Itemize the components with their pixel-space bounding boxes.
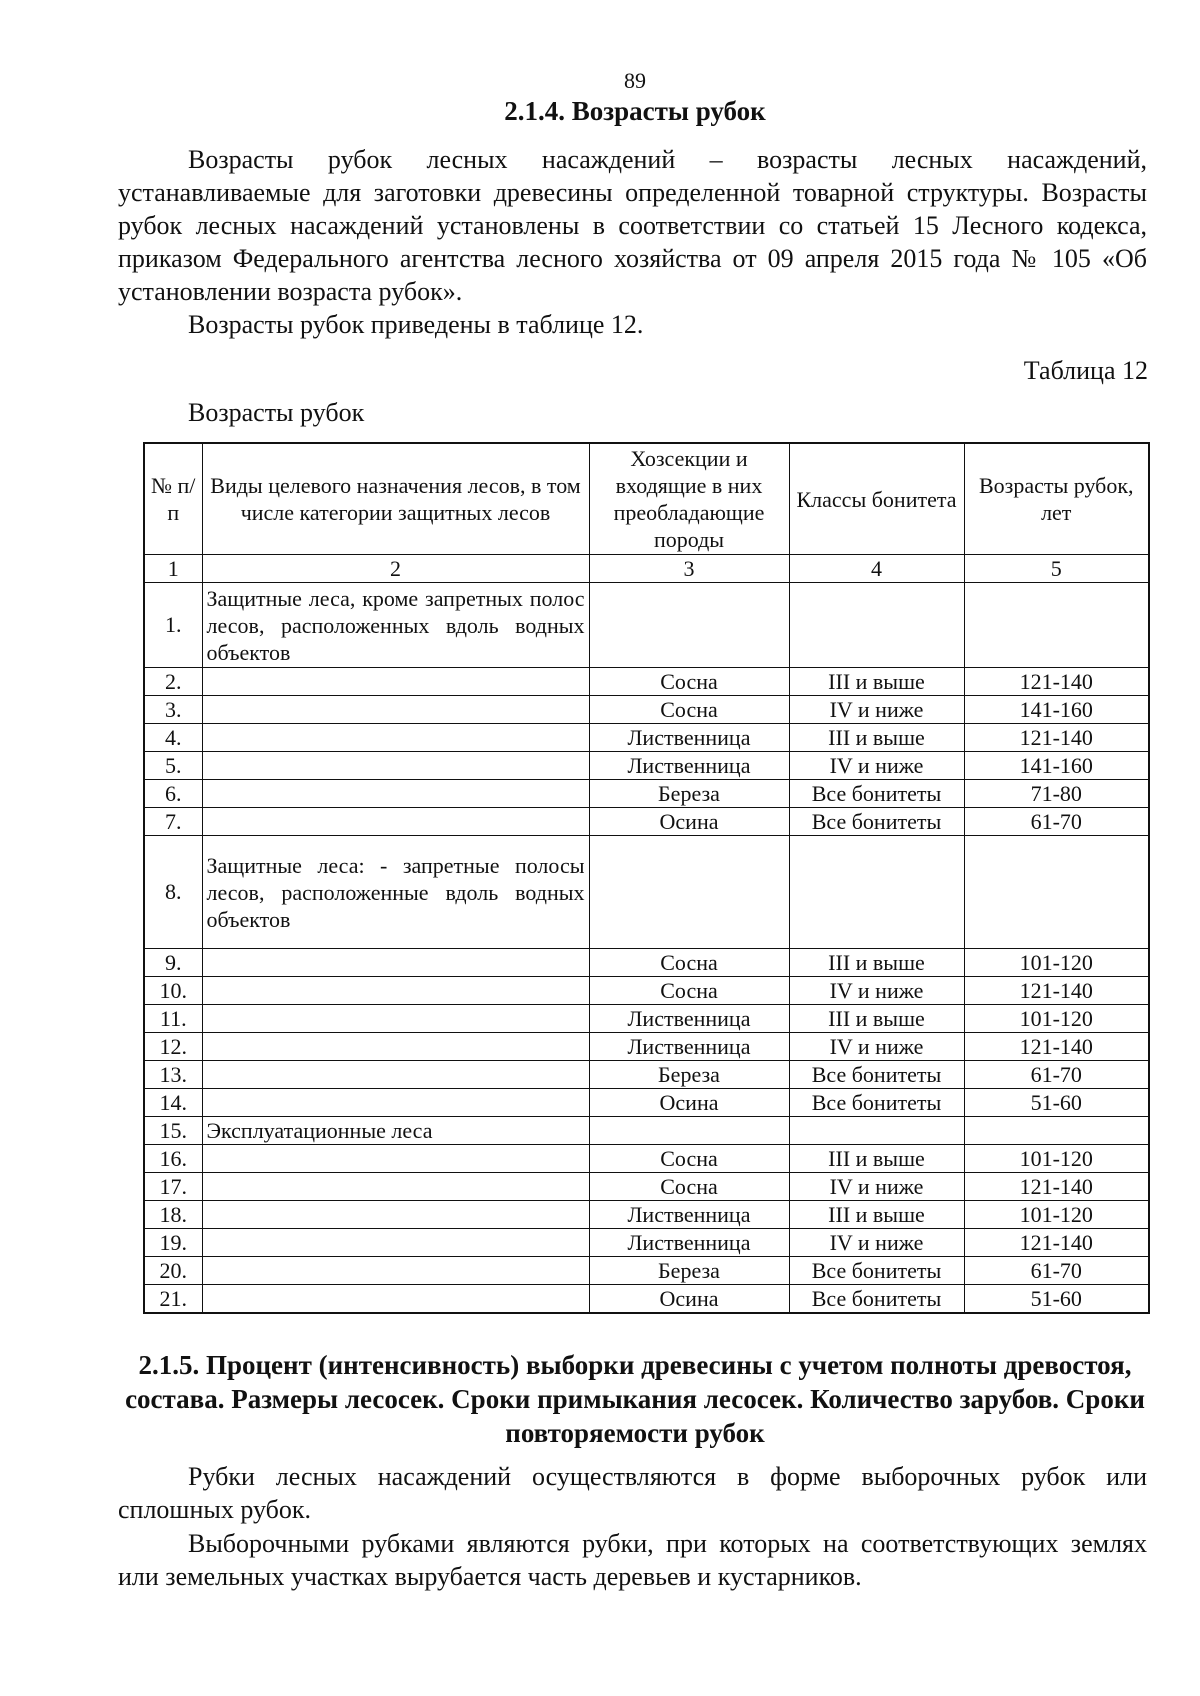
row-site-class: IV и ниже — [789, 1229, 964, 1257]
row-cutting-age: 121-140 — [964, 724, 1149, 752]
row-cutting-age: 101-120 — [964, 1201, 1149, 1229]
row-species: Сосна — [589, 977, 789, 1005]
table-row — [144, 752, 1149, 780]
row-site-class: III и выше — [789, 1201, 964, 1229]
intro-paragraph: Возрасты рубок лесных насаждений – возрасты лесных насаждений, устанавливаемые для заготовки древесины определенной товарной структуры. Возрасты рубок лесных насаждений установлены в соответствии со статьей 15 Лесного кодекса, приказом Федерального агентства лесного хозяйства от 09 апреля 2015 года № 105 «Об установлении возраста рубок». — [118, 145, 1147, 306]
page-number: 89 — [624, 68, 646, 93]
row-forest-purpose — [202, 696, 589, 724]
row-site-class: III и выше — [789, 668, 964, 696]
row-site-class: IV и ниже — [789, 752, 964, 780]
row-site-class: Все бонитеты — [789, 780, 964, 808]
row-forest-purpose — [202, 1285, 589, 1314]
row-cutting-age: 121-140 — [964, 1033, 1149, 1061]
row-species: Осина — [589, 1089, 789, 1117]
row-number: 6. — [144, 780, 202, 808]
row-cutting-age: 71-80 — [964, 780, 1149, 808]
column-number: 3 — [589, 555, 789, 583]
row-forest-purpose — [202, 977, 589, 1005]
row-species: Сосна — [589, 1145, 789, 1173]
row-species: Лиственница — [589, 1005, 789, 1033]
column-number: 4 — [789, 555, 964, 583]
table-row — [144, 1229, 1149, 1257]
row-cutting-age: 51-60 — [964, 1089, 1149, 1117]
table-row — [144, 668, 1149, 696]
row-forest-purpose — [202, 668, 589, 696]
row-species: Осина — [589, 808, 789, 836]
row-species — [589, 583, 789, 668]
row-number: 15. — [144, 1117, 202, 1145]
row-number: 5. — [144, 752, 202, 780]
row-site-class: Все бонитеты — [789, 1089, 964, 1117]
row-site-class: IV и ниже — [789, 977, 964, 1005]
row-site-class — [789, 583, 964, 668]
table-row — [144, 808, 1149, 836]
selective-cutting-paragraph: Выборочными рубками являются рубки, при которых на соответствующих землях или земельных участках вырубается часть деревьев и кустарников. — [118, 1529, 1147, 1591]
table-header-row — [144, 443, 1149, 555]
table-row — [144, 1201, 1149, 1229]
row-site-class: III и выше — [789, 1145, 964, 1173]
row-cutting-age: 141-160 — [964, 752, 1149, 780]
table-row — [144, 1005, 1149, 1033]
table-row — [144, 1285, 1149, 1314]
row-cutting-age — [964, 1117, 1149, 1145]
row-cutting-age: 51-60 — [964, 1285, 1149, 1314]
table-row — [144, 696, 1149, 724]
row-forest-purpose — [202, 949, 589, 977]
table-row — [144, 1257, 1149, 1285]
row-number: 11. — [144, 1005, 202, 1033]
row-species: Лиственница — [589, 724, 789, 752]
row-species: Сосна — [589, 949, 789, 977]
row-species: Лиственница — [589, 1033, 789, 1061]
row-cutting-age: 61-70 — [964, 808, 1149, 836]
row-site-class: IV и ниже — [789, 696, 964, 724]
row-forest-purpose — [202, 1089, 589, 1117]
row-site-class: Все бонитеты — [789, 1061, 964, 1089]
row-forest-purpose: Защитные леса: - запретные полосы лесов, расположенные вдоль водных объектов — [202, 836, 589, 949]
row-species: Сосна — [589, 696, 789, 724]
row-site-class: III и выше — [789, 949, 964, 977]
row-number: 8. — [144, 836, 202, 949]
row-number: 13. — [144, 1061, 202, 1089]
row-number: 4. — [144, 724, 202, 752]
row-forest-purpose — [202, 780, 589, 808]
table-row — [144, 949, 1149, 977]
table-row — [144, 836, 1149, 949]
row-species: Осина — [589, 1285, 789, 1314]
section-heading-2-1-5: 2.1.5. Процент (интенсивность) выборки древесины с учетом полноты древостоя, состава. Размеры лесосек. Сроки примыкания лесосек. Количество зарубов. Сроки повторяемости рубок — [125, 1350, 1145, 1448]
row-site-class: IV и ниже — [789, 1033, 964, 1061]
row-species: Лиственница — [589, 752, 789, 780]
column-number: 2 — [202, 555, 589, 583]
table-row — [144, 1033, 1149, 1061]
column-number-row — [144, 555, 1149, 583]
row-cutting-age: 101-120 — [964, 949, 1149, 977]
row-site-class: IV и ниже — [789, 1173, 964, 1201]
row-cutting-age — [964, 836, 1149, 949]
section-heading-2-1-4: 2.1.4. Возрасты рубок — [504, 96, 766, 126]
row-number: 2. — [144, 668, 202, 696]
row-forest-purpose — [202, 808, 589, 836]
row-species — [589, 1117, 789, 1145]
table-row — [144, 1061, 1149, 1089]
row-number: 18. — [144, 1201, 202, 1229]
row-cutting-age: 141-160 — [964, 696, 1149, 724]
row-cutting-age: 101-120 — [964, 1005, 1149, 1033]
column-number: 1 — [144, 555, 202, 583]
row-forest-purpose — [202, 1173, 589, 1201]
row-number: 9. — [144, 949, 202, 977]
row-site-class — [789, 1117, 964, 1145]
row-species: Береза — [589, 1257, 789, 1285]
cutting-age-table — [143, 442, 1150, 1314]
table-row — [144, 1145, 1149, 1173]
row-species: Сосна — [589, 668, 789, 696]
row-forest-purpose — [202, 1201, 589, 1229]
row-species: Сосна — [589, 1173, 789, 1201]
row-species: Береза — [589, 1061, 789, 1089]
row-species — [589, 836, 789, 949]
row-forest-purpose — [202, 1257, 589, 1285]
table-label: Таблица 12 — [1023, 356, 1148, 385]
table-row — [144, 977, 1149, 1005]
row-species: Береза — [589, 780, 789, 808]
table-row — [144, 1089, 1149, 1117]
row-number: 12. — [144, 1033, 202, 1061]
row-number: 20. — [144, 1257, 202, 1285]
row-cutting-age: 61-70 — [964, 1257, 1149, 1285]
table-reference-paragraph: Возрасты рубок приведены в таблице 12. — [188, 310, 644, 339]
row-number: 1. — [144, 583, 202, 668]
row-number: 19. — [144, 1229, 202, 1257]
row-site-class: III и выше — [789, 1005, 964, 1033]
row-number: 16. — [144, 1145, 202, 1173]
row-forest-purpose — [202, 1033, 589, 1061]
row-forest-purpose — [202, 1229, 589, 1257]
header-forest-purpose: Виды целевого назначения лесов, в том числе категории защитных лесов — [202, 443, 589, 555]
row-site-class: III и выше — [789, 724, 964, 752]
row-cutting-age: 121-140 — [964, 668, 1149, 696]
row-cutting-age: 61-70 — [964, 1061, 1149, 1089]
table-row — [144, 780, 1149, 808]
row-forest-purpose — [202, 1145, 589, 1173]
table-row — [144, 1117, 1149, 1145]
header-site-class: Классы бонитета — [789, 443, 964, 555]
row-number: 14. — [144, 1089, 202, 1117]
row-species: Лиственница — [589, 1201, 789, 1229]
row-site-class: Все бонитеты — [789, 1285, 964, 1314]
row-cutting-age — [964, 583, 1149, 668]
row-site-class — [789, 836, 964, 949]
table-row — [144, 1173, 1149, 1201]
table-row — [144, 583, 1149, 668]
row-forest-purpose — [202, 1061, 589, 1089]
row-cutting-age: 101-120 — [964, 1145, 1149, 1173]
row-number: 17. — [144, 1173, 202, 1201]
row-species: Лиственница — [589, 1229, 789, 1257]
row-cutting-age: 121-140 — [964, 977, 1149, 1005]
row-forest-purpose — [202, 724, 589, 752]
header-species: Хозсекции и входящие в них преобладающие породы — [589, 443, 789, 555]
row-forest-purpose — [202, 752, 589, 780]
row-cutting-age: 121-140 — [964, 1173, 1149, 1201]
row-number: 7. — [144, 808, 202, 836]
row-forest-purpose — [202, 1005, 589, 1033]
row-forest-purpose: Эксплуатационные леса — [202, 1117, 589, 1145]
table-row — [144, 724, 1149, 752]
row-number: 10. — [144, 977, 202, 1005]
row-forest-purpose: Защитные леса, кроме запретных полос лесов, расположенных вдоль водных объектов — [202, 583, 589, 668]
column-number: 5 — [964, 555, 1149, 583]
row-site-class: Все бонитеты — [789, 808, 964, 836]
row-cutting-age: 121-140 — [964, 1229, 1149, 1257]
row-number: 21. — [144, 1285, 202, 1314]
row-site-class: Все бонитеты — [789, 1257, 964, 1285]
row-number: 3. — [144, 696, 202, 724]
header-cutting-age: Возрасты рубок, лет — [964, 443, 1149, 555]
header-number: № п/п — [144, 443, 202, 555]
table-caption: Возрасты рубок — [188, 398, 365, 427]
cutting-forms-paragraph: Рубки лесных насаждений осуществляются в форме выборочных рубок или сплошных рубок. — [118, 1462, 1147, 1524]
